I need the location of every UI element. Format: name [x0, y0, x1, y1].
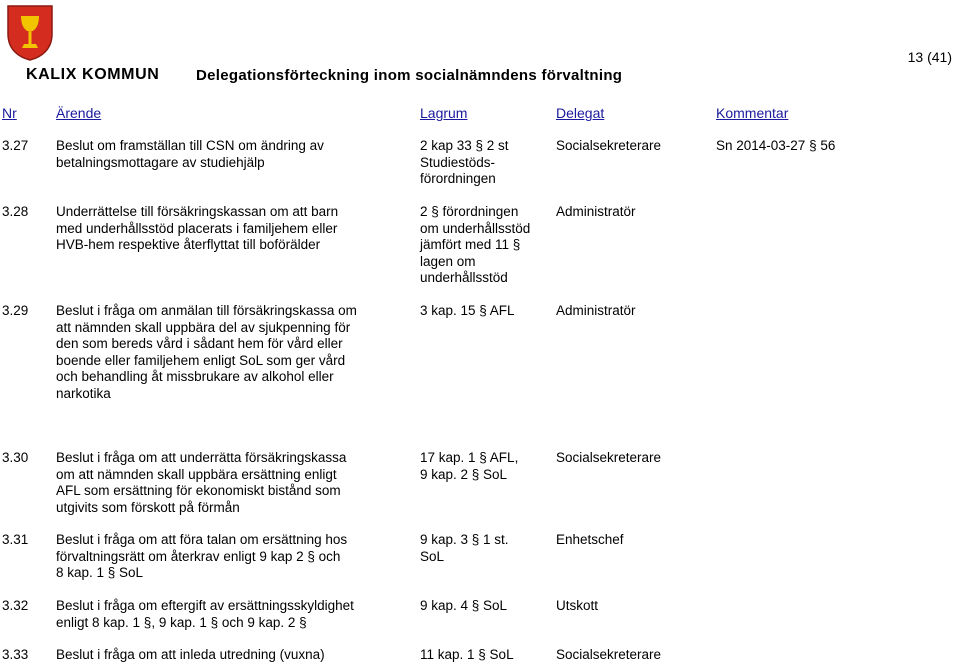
row-arende: Underrättelse till försäkringskassan om att barn med underhållsstöd placerats i familjehem eller HVB-hem respektive återflyttat till boförälder: [56, 204, 339, 252]
row-lagrum: 11 kap. 1 § SoL: [420, 647, 514, 662]
column-header-kommentar: Kommentar: [716, 105, 789, 121]
page-number: 13 (41): [907, 49, 952, 65]
row-lagrum: 3 kap. 15 § AFL: [420, 303, 515, 318]
row-nr: 3.28: [2, 204, 29, 219]
row-kommentar: Sn 2014-03-27 § 56: [716, 138, 836, 153]
column-header-lagrum: Lagrum: [420, 105, 468, 121]
row-delegat: Enhetschef: [556, 532, 624, 547]
row-lagrum: 17 kap. 1 § AFL, 9 kap. 2 § SoL: [420, 450, 519, 482]
row-arende: Beslut i fråga om att inleda utredning (vuxna): [56, 647, 325, 662]
row-delegat: Socialsekreterare: [556, 647, 662, 662]
municipality-logo: [6, 4, 54, 62]
coat-of-arms-icon: [6, 4, 54, 62]
document-title: Delegationsförteckning inom socialnämndens förvaltning: [196, 67, 623, 84]
row-delegat: Administratör: [556, 204, 636, 219]
row-nr: 3.27: [2, 138, 29, 153]
row-delegat: Administratör: [556, 303, 636, 318]
row-arende: Beslut i fråga om att underrätta försäkringskassa om att nämnden skall uppbära ersättning enligt AFL som ersättning för ekonomiskt bistånd som utgivits som förskott på förmån: [56, 450, 347, 515]
column-header-delegat: Delegat: [556, 105, 605, 121]
column-header-arende: Ärende: [56, 105, 102, 121]
row-delegat: Utskott: [556, 598, 599, 613]
row-lagrum: 2 § förordningen om underhållsstöd jämfört med 11 § lagen om underhållsstöd: [420, 204, 531, 285]
row-delegat: Socialsekreterare: [556, 450, 662, 465]
row-lagrum: 9 kap. 3 § 1 st. SoL: [420, 532, 509, 564]
row-lagrum: 2 kap 33 § 2 st Studiestöds- förordningen: [420, 138, 509, 186]
row-arende: Beslut i fråga om eftergift av ersättningsskyldighet enligt 8 kap. 1 §, 9 kap. 1 § och 9 kap. 2 §: [56, 598, 354, 630]
row-nr: 3.29: [2, 303, 29, 318]
row-arende: Beslut om framställan till CSN om ändring av betalningsmottagare av studiehjälp: [56, 138, 324, 170]
organization-name: KALIX KOMMUN: [26, 66, 160, 83]
row-lagrum: 9 kap. 4 § SoL: [420, 598, 508, 613]
row-delegat: Socialsekreterare: [556, 138, 662, 153]
row-nr: 3.31: [2, 532, 29, 547]
row-arende: Beslut i fråga om att föra talan om ersättning hos förvaltningsrätt om återkrav enligt 9 kap 2 § och 8 kap. 1 § SoL: [56, 532, 348, 580]
row-nr: 3.33: [2, 647, 29, 662]
column-header-nr: Nr: [2, 105, 17, 121]
row-nr: 3.30: [2, 450, 29, 465]
row-arende: Beslut i fråga om anmälan till försäkringskassa om att nämnden skall uppbära del av sjukpenning för den som bereds vård i sådant hem för vård eller boende eller familjehem enligt SoL som ger vård och behandling åt missbrukare av alkohol eller narkotika: [56, 303, 357, 401]
row-nr: 3.32: [2, 598, 29, 613]
